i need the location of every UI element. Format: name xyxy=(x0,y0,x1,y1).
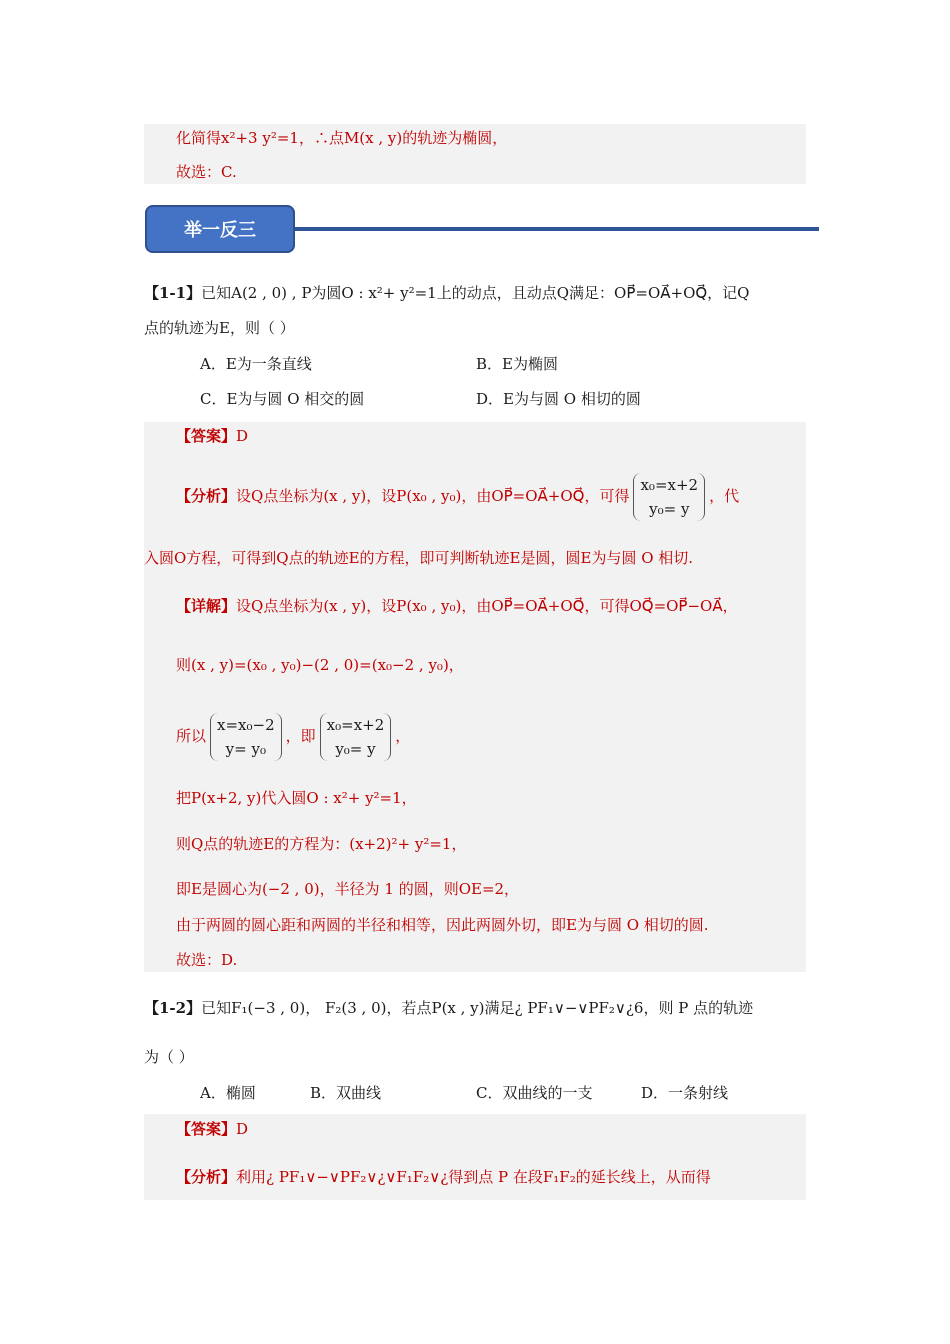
q1-option-b-label: B． xyxy=(476,355,503,373)
q1-detail-system-b xyxy=(320,713,392,761)
q1-analysis-tag: 【分析】 xyxy=(176,487,237,505)
q1-option-c[interactable] xyxy=(200,387,364,411)
q1-detail-line7: 由于两圆的圆心距和两圆的半径和相等，因此两圆外切，即E为与圆 O 相切的圆. xyxy=(176,916,709,934)
q1-option-d[interactable] xyxy=(476,387,641,411)
q1-detail-3-suffix: ， xyxy=(395,727,411,745)
q2-answer-tag: 【答案】 xyxy=(176,1120,237,1138)
q2-stem-line2: 为（ ） xyxy=(144,1048,194,1066)
q2-option-b-text: 双曲线 xyxy=(336,1084,382,1102)
q1-analysis-system xyxy=(633,473,705,521)
q1-analysis-line2: 入圆O方程，可得到Q点的轨迹E的方程，即可判断轨迹E是圆，圆E为与圆 O 相切. xyxy=(144,549,694,567)
q1-detail-sys-b-row2: y₀= y xyxy=(335,740,376,758)
q1-stem-line1 xyxy=(144,281,749,305)
q1-detail-line6: 即E是圆心为(−2 , 0)，半径为 1 的圆，则OE=2， xyxy=(176,880,520,898)
q1-option-b[interactable] xyxy=(476,352,558,376)
q2-stem-line1 xyxy=(144,996,753,1020)
banner-rule xyxy=(295,227,819,231)
q1-option-c-label: C． xyxy=(200,390,227,408)
q2-analysis-text: 利用¿ PF₁∨−∨PF₂∨¿∨F₁F₂∨¿得到点 P 在段F₁F₂的延长线上，从而得 xyxy=(236,1168,711,1186)
q2-option-a-text: 椭圆 xyxy=(225,1084,256,1102)
prev-solution-line1: 化简得x²+3 y²=1，∴点M(x , y)的轨迹为椭圆， xyxy=(176,129,508,147)
q2-option-a-label: A． xyxy=(200,1084,226,1102)
q1-detail-line5: 则Q点的轨迹E的方程为：(x+2)²+ y²=1， xyxy=(176,835,467,853)
q1-detail-1: 设Q点坐标为(x , y)，设P(x₀ , y₀)，由OP⃗=OA⃗+OQ⃗，可得OQ⃗=OP⃗−OA⃗， xyxy=(236,597,738,615)
q1-option-a-text: E为一条直线 xyxy=(225,355,312,373)
prev-solution-line2: 故选：C. xyxy=(176,163,237,181)
q1-detail-sys-a-row1: x=x₀−2 xyxy=(217,716,275,734)
q2-tag: 【1-2】 xyxy=(144,999,202,1017)
q1-analysis-a: 设Q点坐标为(x , y)，设P(x₀ , y₀)，由OP⃗=OA⃗+OQ⃗，可得 xyxy=(236,487,630,505)
q1-analysis-sys-row1: x₀=x+2 xyxy=(640,476,699,494)
q1-detail-line3 xyxy=(176,708,410,764)
q1-detail-line1 xyxy=(176,594,738,618)
q1-tag: 【1-1】 xyxy=(144,284,202,302)
q1-option-d-label: D． xyxy=(476,390,504,408)
q1-option-b-text: E为椭圆 xyxy=(502,355,558,373)
q1-analysis-sys-row2: y₀= y xyxy=(649,500,690,518)
q2-analysis xyxy=(176,1165,711,1189)
q1-detail-line4: 把P(x+2, y)代入圆O : x²+ y²=1， xyxy=(176,789,417,807)
q1-analysis-line1 xyxy=(176,470,739,522)
q2-option-c-label: C． xyxy=(476,1084,503,1102)
q1-answer-value: D xyxy=(236,427,249,445)
q1-detail-3-prefix: 所以 xyxy=(176,727,207,745)
q1-answer-tag: 【答案】 xyxy=(176,427,237,445)
q2-option-c-text: 双曲线的一支 xyxy=(502,1084,593,1102)
q1-detail-system-a xyxy=(210,713,282,761)
q1-option-a[interactable] xyxy=(200,352,312,376)
q1-option-a-label: A． xyxy=(200,355,226,373)
q1-answer xyxy=(176,424,248,448)
q2-option-b[interactable] xyxy=(310,1081,381,1105)
banner-label: 举一反三 xyxy=(184,220,256,241)
q1-detail-tag: 【详解】 xyxy=(176,597,237,615)
q1-stem-line2: 点的轨迹为E，则（ ） xyxy=(144,319,295,337)
q1-detail-sys-a-row2: y= y₀ xyxy=(225,740,266,758)
q2-option-d[interactable] xyxy=(641,1081,728,1105)
q1-detail-line8: 故选：D. xyxy=(176,951,238,969)
q1-detail-line2: 则(x , y)=(x₀ , y₀)−(2 , 0)=(x₀−2 , y₀)， xyxy=(176,656,464,674)
q1-stem-text: 已知A(2 , 0) , P为圆O : x²+ y²=1上的动点，且动点Q满足：OP⃗=OA⃗+OQ⃗，记Q xyxy=(201,284,750,302)
q1-option-c-text: E为与圆 O 相交的圆 xyxy=(226,390,365,408)
q1-option-d-text: E为与圆 O 相切的圆 xyxy=(503,390,641,408)
q1-analysis-b: ，代 xyxy=(709,487,740,505)
q2-answer-value: D xyxy=(236,1120,249,1138)
q2-option-d-label: D． xyxy=(641,1084,669,1102)
section-banner xyxy=(145,205,295,253)
q2-answer xyxy=(176,1117,248,1141)
q2-option-a[interactable] xyxy=(200,1081,256,1105)
q2-stem-text: 已知F₁(−3 , 0)， F₂(3 , 0)，若点P(x , y)满足¿ PF₁∨−∨PF₂∨¿6，则 P 点的轨迹 xyxy=(201,999,754,1017)
q1-detail-sys-b-row1: x₀=x+2 xyxy=(326,716,385,734)
q2-analysis-tag: 【分析】 xyxy=(176,1168,237,1186)
q1-detail-3-mid: ，即 xyxy=(285,727,316,745)
q2-option-c[interactable] xyxy=(476,1081,593,1105)
q2-option-b-label: B． xyxy=(310,1084,337,1102)
q2-option-d-text: 一条射线 xyxy=(668,1084,729,1102)
